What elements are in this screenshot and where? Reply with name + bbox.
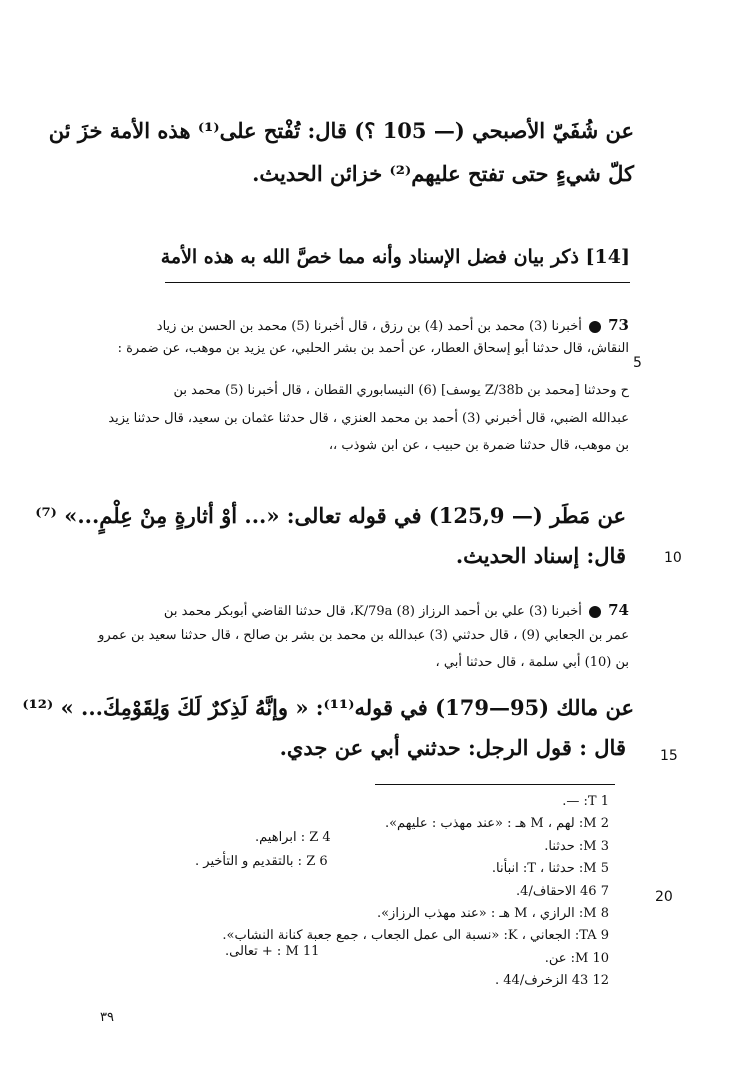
- hadith-74-isnad: [98, 601, 629, 681]
- footnote-10: 10 M: عن.: [544, 951, 609, 966]
- footnote-11: 11 M : + تعالى.: [225, 944, 320, 959]
- intro-line-2: كلّ شيءٍ حتى تفتح عليهم⁽²⁾ خزائن الحديث.: [252, 161, 634, 186]
- margin-line-20: 20: [655, 889, 673, 905]
- margin-line-10: 10: [664, 550, 682, 566]
- footnote-12: 12 43 الزخرف/44 .: [495, 973, 609, 988]
- hadith-73-line-3: ح وحدثنا [محمد بن Z/38b يوسف] (6) النيسابوري القطان ، قال أخبرنا (5) محمد بن: [173, 383, 629, 398]
- hadith-74-matn-2: قال : قول الرجل: حدثني أبي عن جدي.: [279, 735, 626, 760]
- footnote-8: 8 M: الرازي ، M هـ : «عند مهذب الرزاز».: [376, 906, 609, 921]
- hadith-73-matn-1: عن مَطَر (— 125,9) في قوله تعالى: «... أوْ أثارةٍ مِنْ عِلْمٍ...» ⁽⁷⁾: [35, 503, 626, 528]
- margin-line-15: 15: [660, 748, 678, 764]
- hadith-73-number: 73: [608, 316, 629, 334]
- hadith-73-isnad: [109, 316, 629, 466]
- hadith-74-line-1: أخبرنا (3) علي بن أحمد الرزاز (8) K/79a، قال حدثنا القاضي أبوبكر محمد بن: [163, 604, 582, 619]
- hadith-74-number: 74: [608, 601, 629, 619]
- intro-line-1: عن شُفَيّ الأصبحي (— 105 ؟) قال: تُفْتح على⁽¹⁾ هذه الأمة خزَ ئن: [48, 118, 634, 143]
- footnote-6: 6 Z : بالتقديم و التأخير .: [195, 854, 328, 869]
- page-number: ٣٩: [100, 1010, 114, 1025]
- hadith-74-line-3: بن (10) أبي سلمة ، قال حدثنا أبي ،: [435, 655, 629, 670]
- footnote-3: 3 M: حدثنا.: [544, 839, 609, 854]
- hadith-73-line-4: عبدالله الضبي، قال أخبرني (3) أحمد بن محمد العنزي ، قال حدثنا عثمان بن سعيد، قال حدثنا يزيد: [108, 411, 629, 426]
- hadith-bullet-icon: [589, 606, 601, 618]
- footnote-2: 2 M: لهم ، M هـ : «عند مهذب : عليهم».: [384, 816, 609, 831]
- footnote-4: 4 Z : ابراهيم.: [255, 830, 331, 845]
- footnote-1: 1 T: —.: [562, 794, 609, 809]
- footnote-5: 5 M: حدثنا ، T: انبأنا.: [491, 861, 609, 876]
- hadith-bullet-icon: [589, 321, 601, 333]
- hadith-74-line-2: عمر بن الجعابي (9) ، قال حدثني (3) عبدالله بن محمد بن بشر بن صالح ، قال حدثنا سعيد بن عمرو: [98, 628, 629, 643]
- hadith-73-matn-2: قال: إسناد الحديث.: [455, 543, 626, 568]
- section-heading: [14] ذكر بيان فضل الإسناد وأنه مما خصَّ الله به هذه الأمة: [160, 246, 630, 268]
- footnote-9: 9 TA: الجعاني ، K: «نسبة الى عمل الجعاب ، جمع جعبة كنانة النشاب».: [222, 928, 609, 943]
- hadith-74-matn-1: عن مالك (95—179) في قوله⁽¹¹⁾: « وإنَّهُ لَذِكرٌ لَكَ وَلِقَوْمِكَ... » ⁽¹²⁾: [22, 695, 634, 720]
- margin-line-5: 5: [633, 355, 642, 371]
- heading-underline: [165, 282, 630, 283]
- footnote-rule: [375, 784, 615, 785]
- hadith-73-line-1: أخبرنا (3) محمد بن أحمد (4) بن رزق ، قال أخبرنا (5) محمد بن الحسن بن زياد: [156, 319, 582, 334]
- footnote-7: 7 46 الاحقاف/4.: [516, 884, 609, 899]
- hadith-73-line-5: بن موهب، قال حدثنا ضمرة بن حبيب ، عن ابن شوذب ،،: [328, 438, 629, 453]
- hadith-73-line-2: النقاش، قال حدثنا أبو إسحاق العطار، عن أحمد بن بشر الحلبي، عن يزيد بن موهب، عن ضمرة :: [117, 341, 629, 356]
